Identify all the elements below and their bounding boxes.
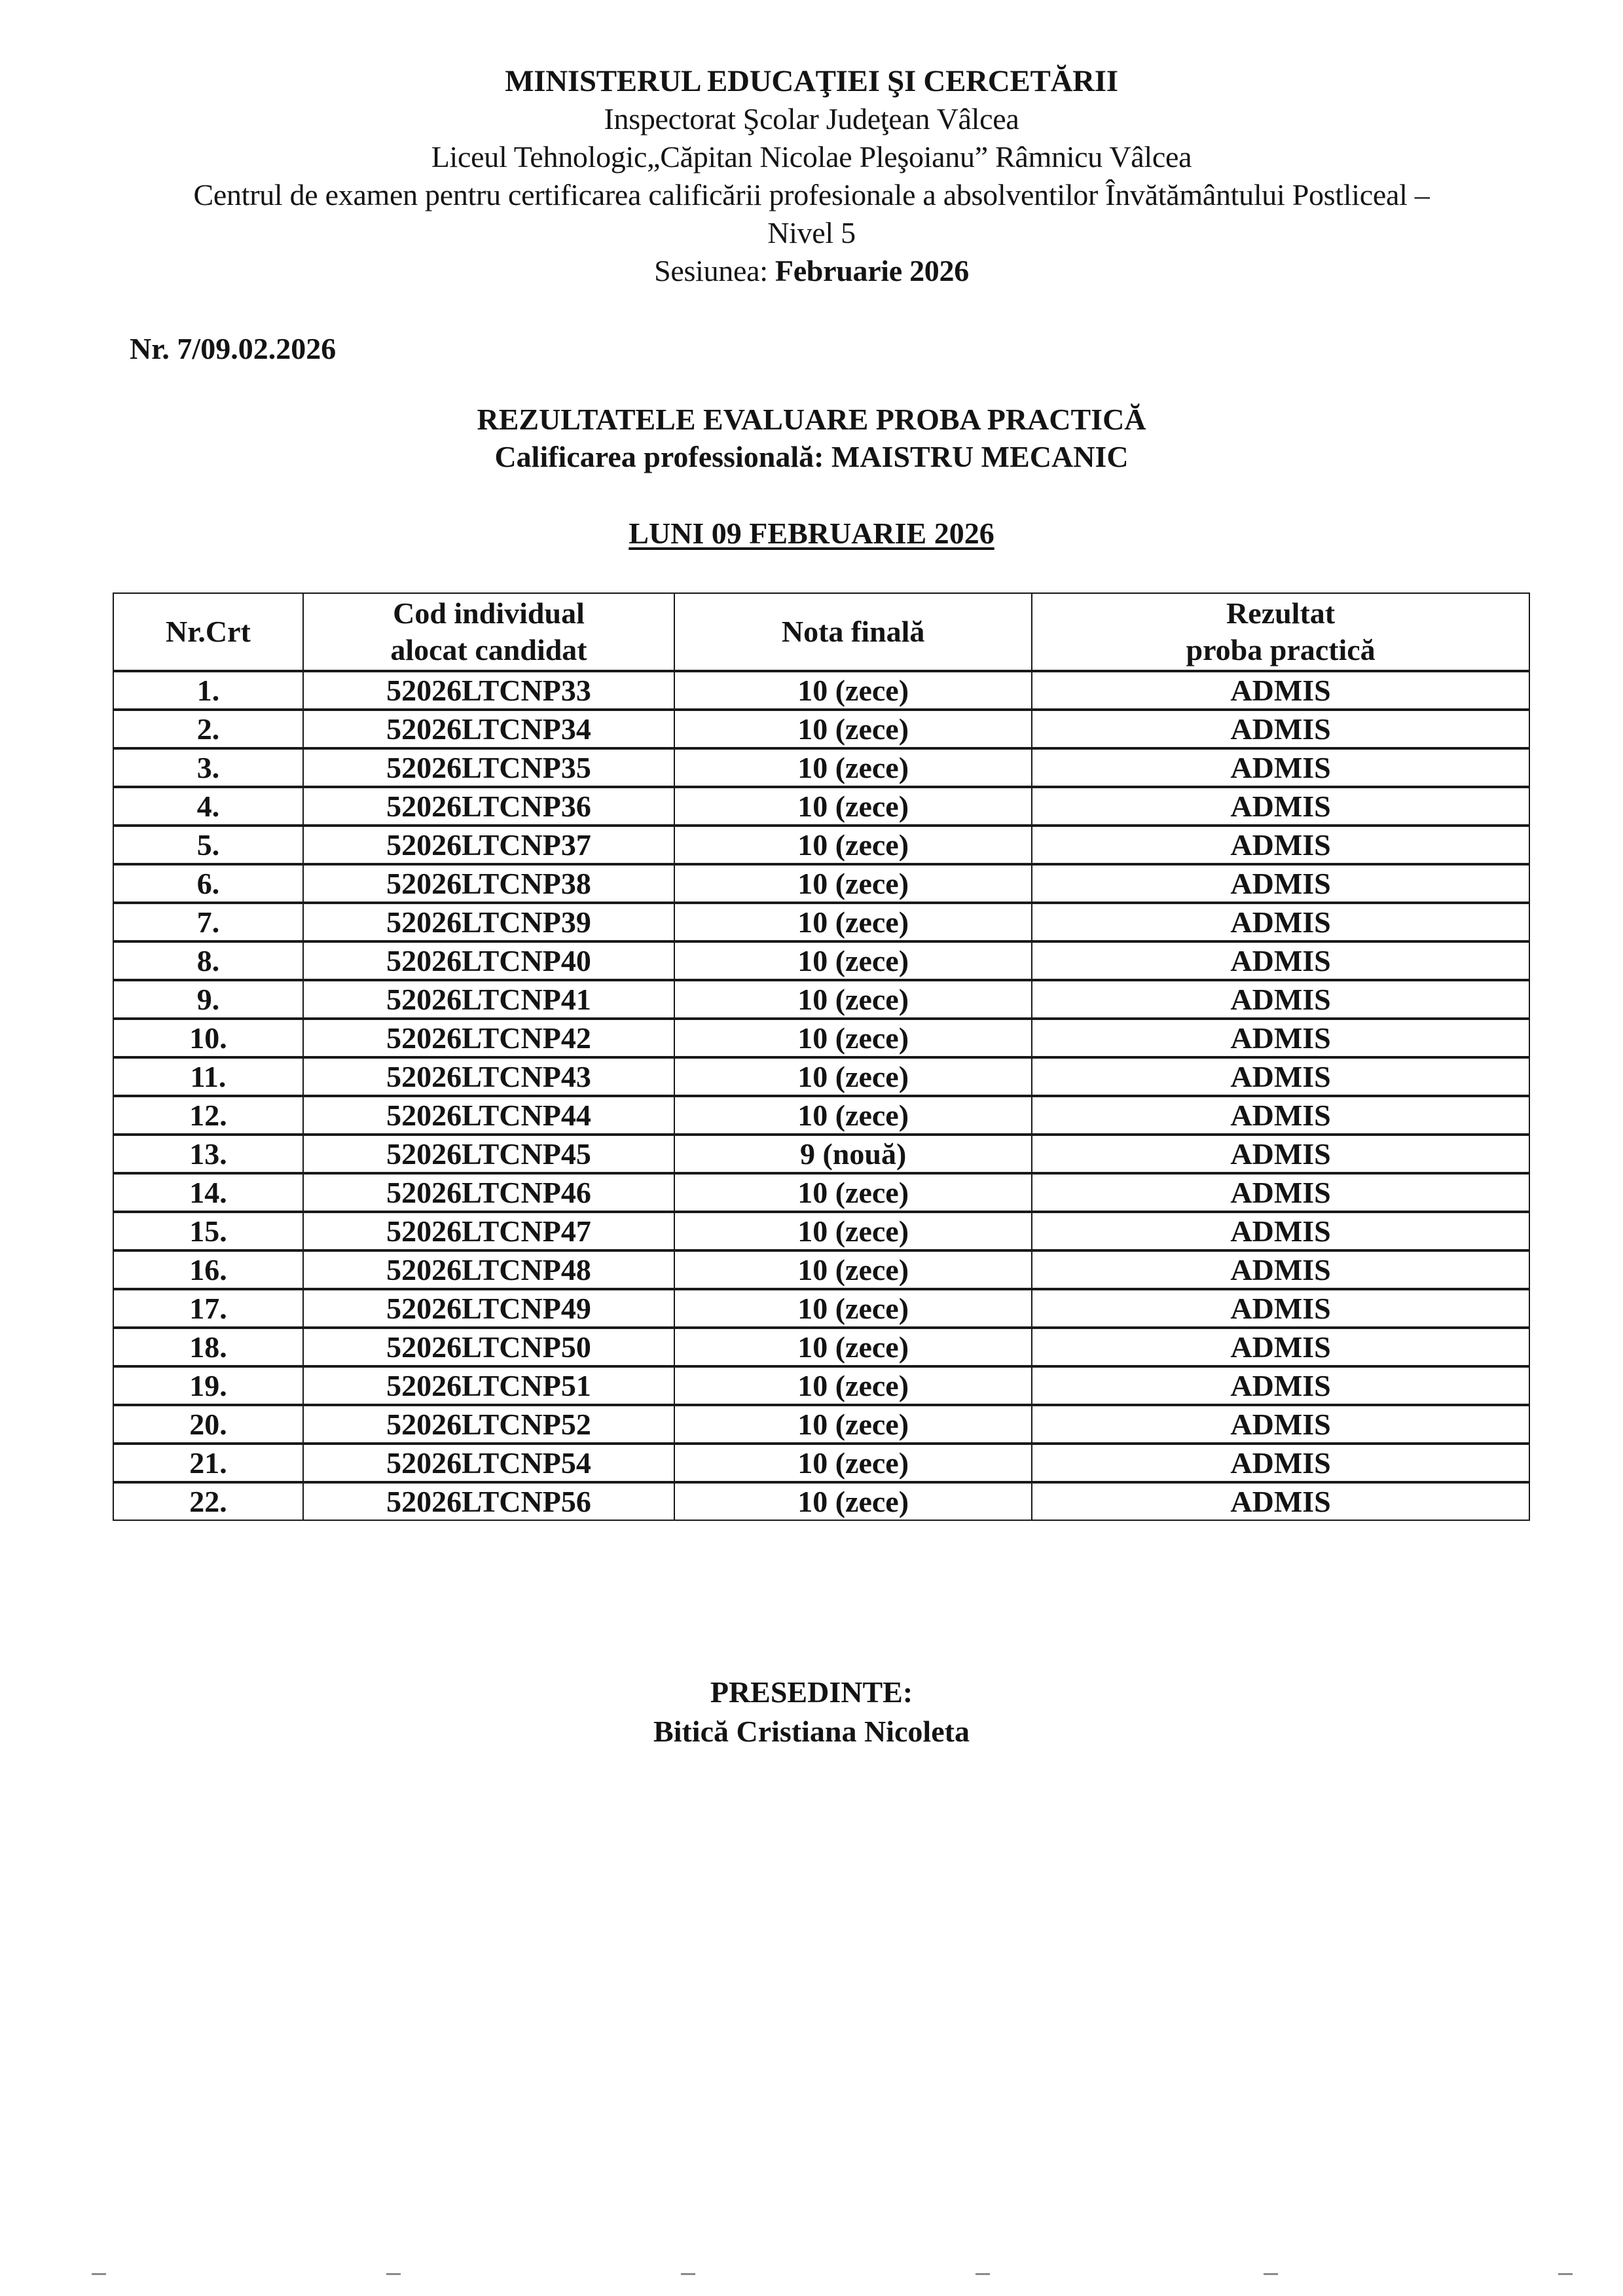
row-number: 14. [113,1173,303,1212]
final-grade: 10 (zece) [674,1250,1032,1289]
candidate-code: 52026LTCNP44 [303,1096,674,1135]
final-grade: 10 (zece) [674,1019,1032,1057]
exam-result: ADMIS [1032,1444,1529,1482]
table-row [113,1328,1529,1366]
row-number: 15. [113,1212,303,1250]
column-header-result: Rezultat proba practică [1032,593,1529,671]
results-title: REZULTATELE EVALUARE PROBA PRACTICĂ [477,403,1146,436]
table-row [113,710,1529,748]
row-number: 21. [113,1444,303,1482]
row-number: 7. [113,903,303,941]
exam-result: ADMIS [1032,1250,1529,1289]
signature-role: PRESEDINTE: [710,1675,913,1709]
exam-result: ADMIS [1032,748,1529,787]
row-number: 5. [113,826,303,864]
document-header [0,62,1623,290]
qualification-title: Calificarea professională: MAISTRU MECANIC [494,440,1129,473]
candidate-code: 52026LTCNP43 [303,1057,674,1096]
table-body [113,671,1529,1520]
row-number: 3. [113,748,303,787]
table-row [113,1482,1529,1520]
table-row [113,1444,1529,1482]
exam-result: ADMIS [1032,1173,1529,1212]
candidate-code: 52026LTCNP49 [303,1289,674,1328]
exam-result: ADMIS [1032,1057,1529,1096]
exam-result: ADMIS [1032,710,1529,748]
exam-result: ADMIS [1032,1328,1529,1366]
results-table [113,592,1530,1521]
table-row [113,980,1529,1019]
row-number: 2. [113,710,303,748]
final-grade: 10 (zece) [674,1096,1032,1135]
results-title-block [0,401,1623,475]
row-number: 20. [113,1405,303,1444]
candidate-code: 52026LTCNP52 [303,1405,674,1444]
table-row [113,1057,1529,1096]
candidate-code: 52026LTCNP40 [303,941,674,980]
exam-result: ADMIS [1032,1405,1529,1444]
final-grade: 10 (zece) [674,710,1032,748]
scan-artifact [386,2273,401,2275]
candidate-code: 52026LTCNP56 [303,1482,674,1520]
column-header-grade: Nota finală [674,593,1032,671]
table-row [113,1096,1529,1135]
candidate-code: 52026LTCNP47 [303,1212,674,1250]
candidate-code: 52026LTCNP38 [303,864,674,903]
row-number: 1. [113,671,303,710]
table-row [113,1366,1529,1405]
row-number: 17. [113,1289,303,1328]
final-grade: 10 (zece) [674,1405,1032,1444]
exam-date-heading [0,516,1623,551]
column-header-nr: Nr.Crt [113,593,303,671]
final-grade: 10 (zece) [674,941,1032,980]
exam-result: ADMIS [1032,864,1529,903]
school-name: Liceul Tehnologic„Căpitan Nicolae Pleşoianu” Râmnicu Vâlcea [431,140,1192,173]
final-grade: 10 (zece) [674,671,1032,710]
candidate-code: 52026LTCNP48 [303,1250,674,1289]
candidate-code: 52026LTCNP45 [303,1135,674,1173]
exam-result: ADMIS [1032,980,1529,1019]
candidate-code: 52026LTCNP50 [303,1328,674,1366]
ministry-name: MINISTERUL EDUCAŢIEI ŞI CERCETĂRII [505,64,1118,98]
scan-artifact [1264,2273,1278,2275]
table-row [113,1173,1529,1212]
row-number: 18. [113,1328,303,1366]
final-grade: 10 (zece) [674,1212,1032,1250]
candidate-code: 52026LTCNP42 [303,1019,674,1057]
table-row [113,1405,1529,1444]
table-row [113,1019,1529,1057]
final-grade: 10 (zece) [674,980,1032,1019]
signature-name: Bitică Cristiana Nicoleta [653,1715,970,1748]
candidate-code: 52026LTCNP36 [303,787,674,826]
reference-number: Nr. 7/09.02.2026 [130,332,337,365]
exam-result: ADMIS [1032,1366,1529,1405]
signature-block [0,1673,1623,1751]
row-number: 11. [113,1057,303,1096]
row-number: 13. [113,1135,303,1173]
table-row [113,1289,1529,1328]
table-row [113,748,1529,787]
table-row [113,864,1529,903]
candidate-code: 52026LTCNP41 [303,980,674,1019]
scan-artifact [1558,2273,1573,2275]
candidate-code: 52026LTCNP46 [303,1173,674,1212]
table-row [113,671,1529,710]
candidate-code: 52026LTCNP39 [303,903,674,941]
final-grade: 9 (nouă) [674,1135,1032,1173]
table-row [113,1135,1529,1173]
scan-artifact [976,2273,990,2275]
table-header-row [113,593,1529,671]
table-row [113,941,1529,980]
exam-result: ADMIS [1032,1289,1529,1328]
exam-result: ADMIS [1032,671,1529,710]
exam-date: LUNI 09 FEBRUARIE 2026 [629,517,994,550]
final-grade: 10 (zece) [674,1328,1032,1366]
final-grade: 10 (zece) [674,1173,1032,1212]
exam-result: ADMIS [1032,1135,1529,1173]
row-number: 8. [113,941,303,980]
exam-result: ADMIS [1032,1482,1529,1520]
scan-artifact [681,2273,695,2275]
final-grade: 10 (zece) [674,903,1032,941]
exam-result: ADMIS [1032,1212,1529,1250]
scan-artifact [92,2273,106,2275]
candidate-code: 52026LTCNP51 [303,1366,674,1405]
final-grade: 10 (zece) [674,826,1032,864]
table-row [113,787,1529,826]
column-header-code: Cod individual alocat candidat [303,593,674,671]
session-value: Februarie 2026 [775,254,969,287]
education-level: Nivel 5 [767,216,856,249]
exam-result: ADMIS [1032,1096,1529,1135]
row-number: 4. [113,787,303,826]
exam-result: ADMIS [1032,826,1529,864]
final-grade: 10 (zece) [674,787,1032,826]
table-row [113,1250,1529,1289]
exam-result: ADMIS [1032,903,1529,941]
candidate-code: 52026LTCNP34 [303,710,674,748]
final-grade: 10 (zece) [674,1444,1032,1482]
final-grade: 10 (zece) [674,1366,1032,1405]
row-number: 12. [113,1096,303,1135]
candidate-code: 52026LTCNP37 [303,826,674,864]
row-number: 10. [113,1019,303,1057]
exam-center-name: Centrul de examen pentru certificarea calificării profesionale a absolventilor Învătământului Postliceal – [193,178,1430,211]
row-number: 22. [113,1482,303,1520]
table-row [113,903,1529,941]
final-grade: 10 (zece) [674,1482,1032,1520]
exam-result: ADMIS [1032,787,1529,826]
inspectorate-name: Inspectorat Şcolar Judeţean Vâlcea [604,102,1019,136]
row-number: 16. [113,1250,303,1289]
candidate-code: 52026LTCNP35 [303,748,674,787]
table-row [113,826,1529,864]
row-number: 19. [113,1366,303,1405]
candidate-code: 52026LTCNP33 [303,671,674,710]
table-row [113,1212,1529,1250]
session-label: Sesiunea: [654,254,775,287]
exam-session [0,252,1623,290]
final-grade: 10 (zece) [674,748,1032,787]
exam-result: ADMIS [1032,1019,1529,1057]
exam-result: ADMIS [1032,941,1529,980]
final-grade: 10 (zece) [674,1057,1032,1096]
candidate-code: 52026LTCNP54 [303,1444,674,1482]
final-grade: 10 (zece) [674,864,1032,903]
row-number: 6. [113,864,303,903]
final-grade: 10 (zece) [674,1289,1032,1328]
row-number: 9. [113,980,303,1019]
